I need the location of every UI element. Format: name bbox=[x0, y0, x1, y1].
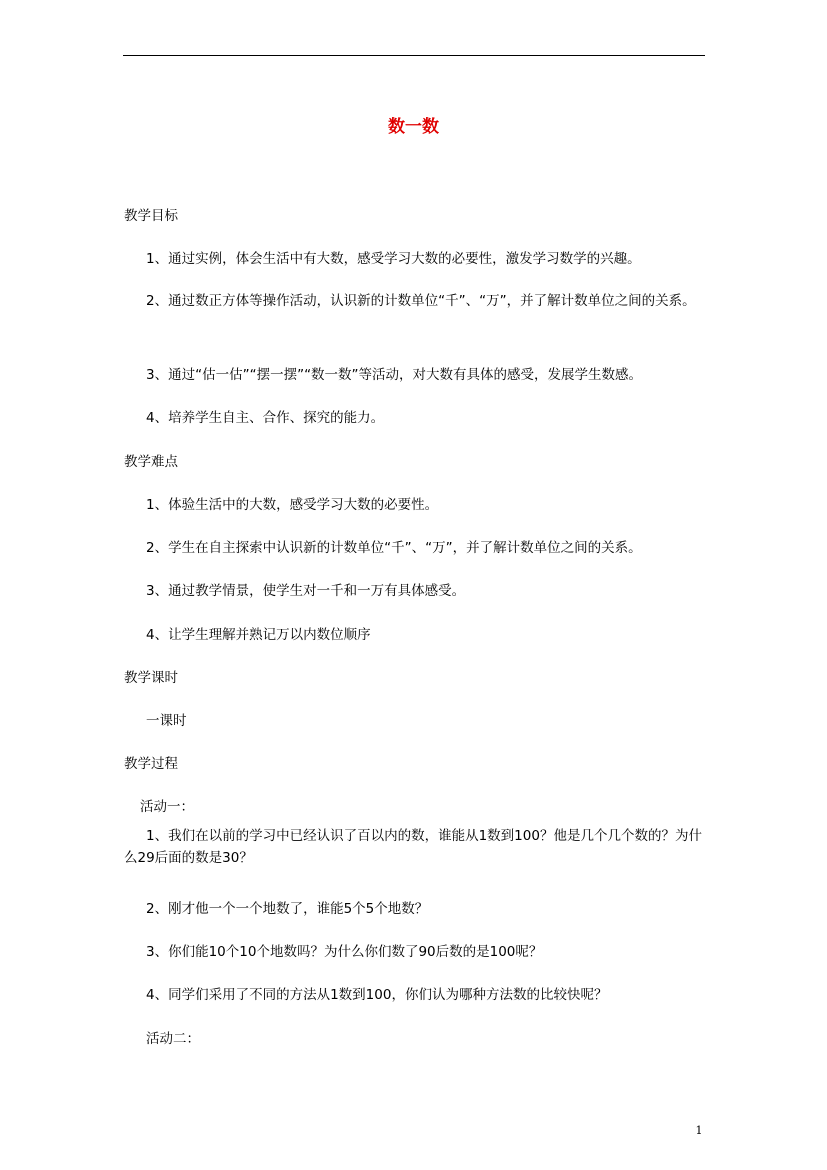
activity-item: 3、你们能10个10个地数吗？为什么你们数了90后数的是100呢？ bbox=[146, 944, 543, 960]
document-title: 数一数 bbox=[388, 117, 439, 137]
activity-one-label: 活动一： bbox=[140, 799, 194, 815]
activity-item: 4、同学们采用了不同的方法从1数到100，你们认为哪种方法数的比较快呢？ bbox=[146, 987, 608, 1003]
difficulties-heading: 教学难点 bbox=[124, 454, 178, 470]
process-heading: 教学过程 bbox=[124, 756, 178, 772]
difficulty-item: 2、学生在自主探索中认识新的计数单位“千”、“万”，并了解计数单位之间的关系。 bbox=[146, 540, 642, 556]
hours-heading: 教学课时 bbox=[124, 670, 178, 686]
difficulty-item: 4、让学生理解并熟记万以内数位顺序 bbox=[146, 627, 371, 643]
goal-item: 1、通过实例，体会生活中有大数，感受学习大数的必要性，激发学习数学的兴趣。 bbox=[146, 251, 641, 267]
difficulty-item: 1、体验生活中的大数，感受学习大数的必要性。 bbox=[146, 497, 439, 513]
header-rule bbox=[123, 55, 705, 56]
goals-heading: 教学目标 bbox=[124, 208, 178, 224]
hours-value: 一课时 bbox=[146, 713, 187, 729]
difficulty-item: 3、通过教学情景，使学生对一千和一万有具体感受。 bbox=[146, 583, 466, 599]
goal-item: 3、通过“估一估”“摆一摆”“数一数”等活动，对大数有具体的感受，发展学生数感。 bbox=[146, 367, 643, 383]
activity-item: 1、我们在以前的学习中已经认识了百以内的数，谁能从1数到100？他是几个几个数的？为什么29后面的数是30？ bbox=[124, 828, 702, 866]
page-number: 1 bbox=[695, 1124, 703, 1137]
activity-two-label: 活动二： bbox=[146, 1031, 200, 1047]
activity-item: 2、刚才他一个一个地数了，谁能5个5个地数？ bbox=[146, 901, 429, 917]
goal-item: 2、通过数正方体等操作活动，认识新的计数单位“千”、“万”，并了解计数单位之间的关系。 bbox=[146, 293, 696, 309]
goal-item: 4、培养学生自主、合作、探究的能力。 bbox=[146, 410, 385, 426]
